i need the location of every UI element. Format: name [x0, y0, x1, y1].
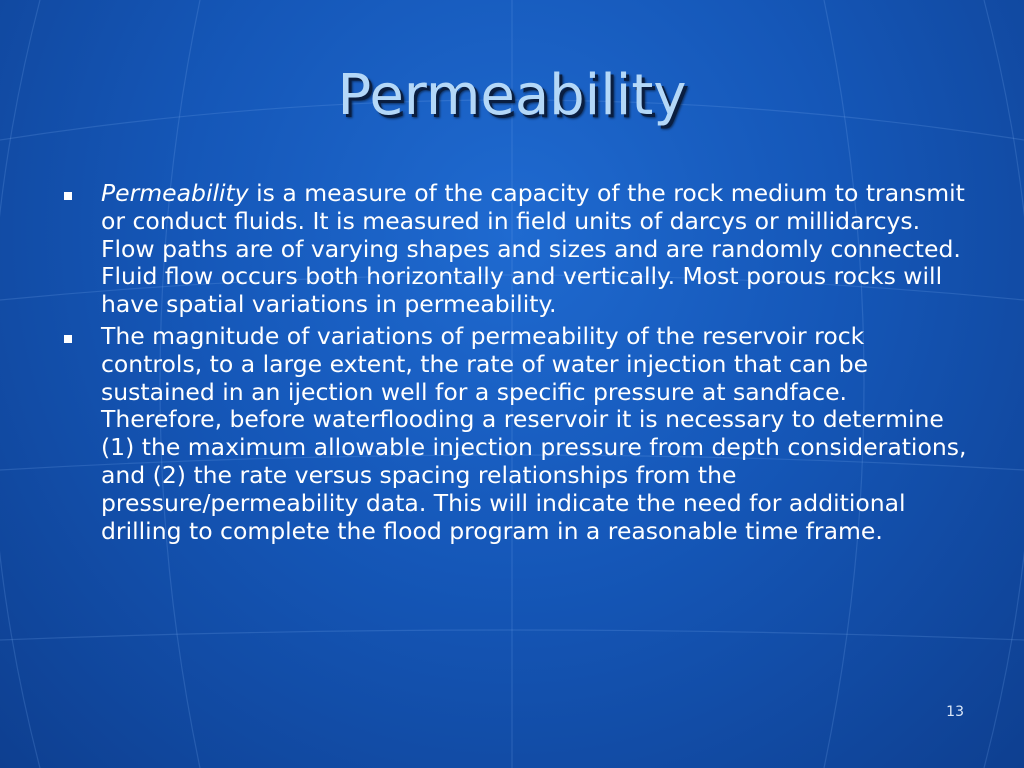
bullet-body: is a measure of the capacity of the rock medium to transmit or conduct fluids. It is measured in field units of darcys or millidarcys. Flow paths are of varying shapes and sizes and are randomly connected. Fluid flow occurs both horizontally and vertically. Most porous rocks will have spatial variations in permeability. — [101, 179, 965, 319]
bullet-text — [101, 322, 966, 545]
bullet-text — [101, 179, 965, 318]
slide-number: 13 — [946, 704, 964, 720]
square-bullet-icon — [64, 335, 72, 343]
slide-title: Permeability — [337, 63, 687, 128]
bullet-list — [60, 180, 970, 549]
bullet-item — [60, 323, 970, 545]
bullet-emphasis: Permeability — [101, 179, 249, 207]
bullet-body: The magnitude of variations of permeability of the reservoir rock controls, to a large extent, the rate of water injection that can be sustained in an ijection well for a specific pressure at sandface. Therefore, before waterflooding a reservoir it is necessary to determine (1) the maximum allowable injection pressure from depth considerations, and (2) the rate versus spacing relationships from the pressure/permeability data. This will indicate the need for additional drilling to complete the flood program in a reasonable time frame. — [101, 321, 967, 545]
square-bullet-icon — [64, 192, 72, 200]
bullet-item — [60, 180, 970, 319]
